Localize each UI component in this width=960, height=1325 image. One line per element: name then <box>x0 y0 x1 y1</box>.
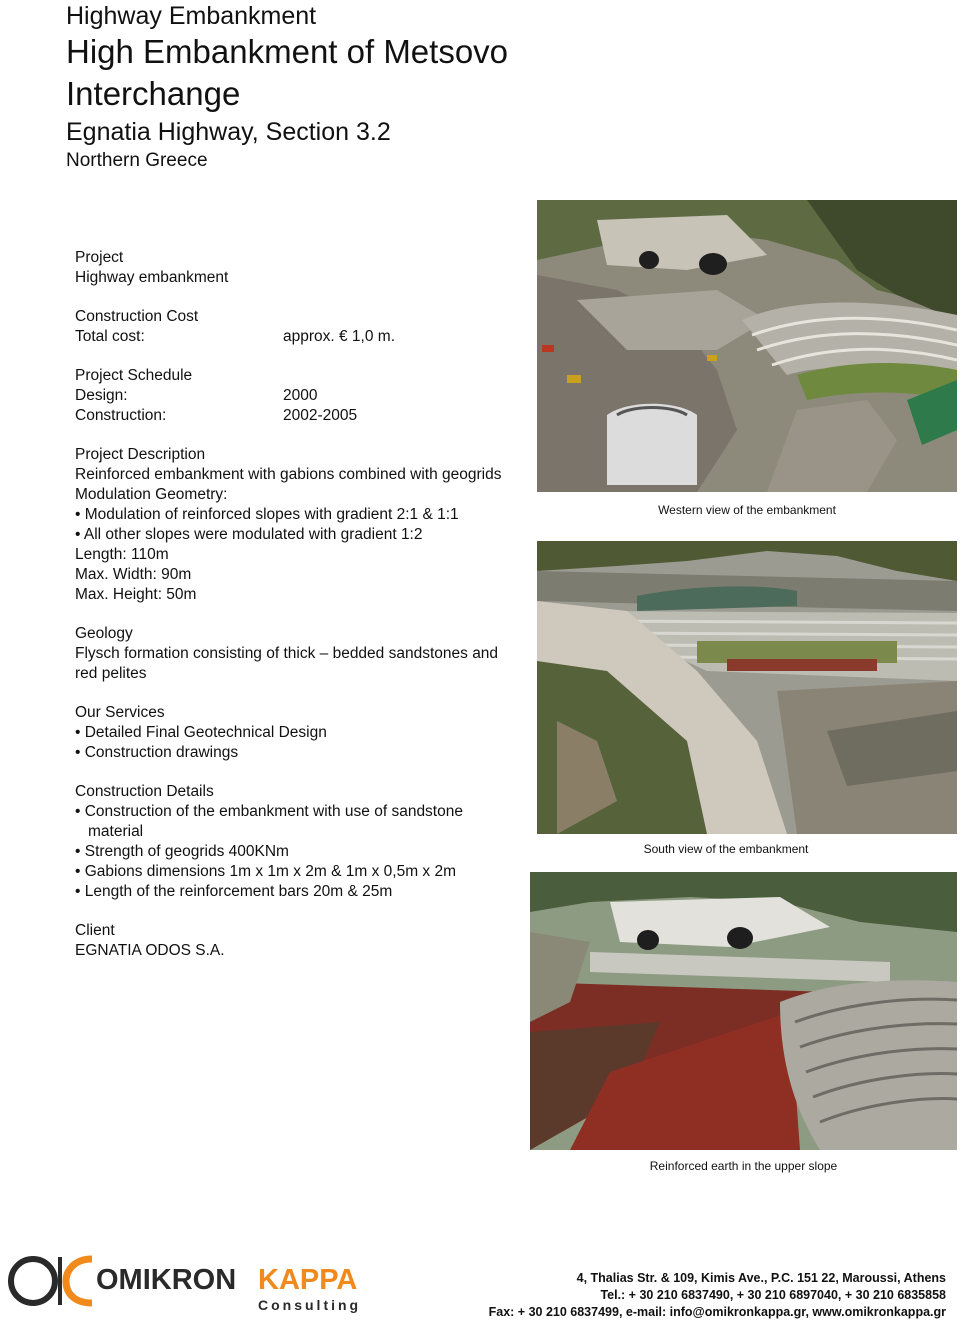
description-section <box>75 445 525 605</box>
schedule-design-label: Design: <box>75 387 128 404</box>
logo-text-omikron: OMIKRON <box>96 1264 237 1296</box>
company-logo <box>0 1245 380 1315</box>
project-info <box>75 248 525 980</box>
cost-heading: Construction Cost <box>75 308 199 325</box>
services-item: • Detailed Final Geotechnical Design <box>75 724 327 741</box>
details-item: • Gabions dimensions 1m x 1m x 2m & 1m x 0,5m x 2m <box>75 863 456 880</box>
page-subtitle: Egnatia Highway, Section 3.2 <box>66 118 391 146</box>
project-section <box>75 248 525 288</box>
footer-address: 4, Thalias Str. & 109, Kimis Ave., P.C. 151 22, Maroussi, Athens <box>576 1271 946 1285</box>
schedule-section <box>75 366 525 426</box>
photo-western-view <box>537 200 957 492</box>
footer-fax-email: Fax: + 30 210 6837499, e-mail: info@omikronkappa.gr, www.omikronkappa.gr <box>488 1305 946 1319</box>
description-line: Reinforced embankment with gabions combined with geogrids <box>75 466 502 483</box>
cost-value: approx. € 1,0 m. <box>283 328 396 345</box>
details-heading: Construction Details <box>75 783 214 800</box>
schedule-construction-value: 2002-2005 <box>283 407 358 424</box>
schedule-design-value: 2000 <box>283 387 318 404</box>
caption-south-view: South view of the embankment <box>643 842 809 856</box>
cost-label: Total cost: <box>75 328 145 345</box>
client-section <box>75 921 525 961</box>
details-item: • Strength of geogrids 400KNm <box>75 843 289 860</box>
description-line: Max. Width: 90m <box>75 566 192 583</box>
description-heading: Project Description <box>75 446 206 463</box>
page-header <box>66 0 586 175</box>
geology-section <box>75 624 525 684</box>
logo-text-consulting: Consulting <box>258 1297 362 1313</box>
description-line: Length: 110m <box>75 546 169 563</box>
footer-tel: Tel.: + 30 210 6837490, + 30 210 6897040, + 30 210 6835858 <box>600 1288 946 1302</box>
details-section <box>75 782 525 902</box>
details-item: • Length of the reinforcement bars 20m & 25m <box>75 883 393 900</box>
project-heading: Project <box>75 249 124 266</box>
details-item: • Construction of the embankment with use of sandstone material <box>75 803 463 840</box>
page-title-line1: High Embankment of Metsovo <box>66 33 509 70</box>
footer-contact <box>489 1270 946 1321</box>
services-item: • Construction drawings <box>75 744 239 761</box>
description-line: • Modulation of reinforced slopes with gradient 2:1 & 1:1 <box>75 506 459 523</box>
category-title: Highway Embankment <box>66 2 317 30</box>
logo-mark <box>0 1245 380 1315</box>
services-heading: Our Services <box>75 704 165 721</box>
description-line: Modulation Geometry: <box>75 486 228 503</box>
geology-heading: Geology <box>75 625 133 642</box>
caption-western-view: Western view of the embankment <box>658 503 836 517</box>
region-label: Northern Greece <box>66 150 208 171</box>
logo-text-kappa: KAPPA <box>258 1264 358 1296</box>
description-line: • All other slopes were modulated with gradient 1:2 <box>75 526 423 543</box>
client-value: EGNATIA ODOS S.A. <box>75 942 225 959</box>
schedule-construction-label: Construction: <box>75 407 167 424</box>
description-line: Max. Height: 50m <box>75 586 197 603</box>
cost-section <box>75 307 525 347</box>
project-value: Highway embankment <box>75 269 229 286</box>
photo-reinforced-earth <box>530 872 957 1150</box>
geology-text: Flysch formation consisting of thick – bedded sandstones and red pelites <box>75 645 499 682</box>
caption-reinforced-earth: Reinforced earth in the upper slope <box>649 1159 838 1173</box>
page-title-line2: Interchange <box>66 75 241 112</box>
client-heading: Client <box>75 922 115 939</box>
services-section <box>75 703 525 763</box>
photo-south-view <box>537 541 957 834</box>
schedule-heading: Project Schedule <box>75 367 193 384</box>
